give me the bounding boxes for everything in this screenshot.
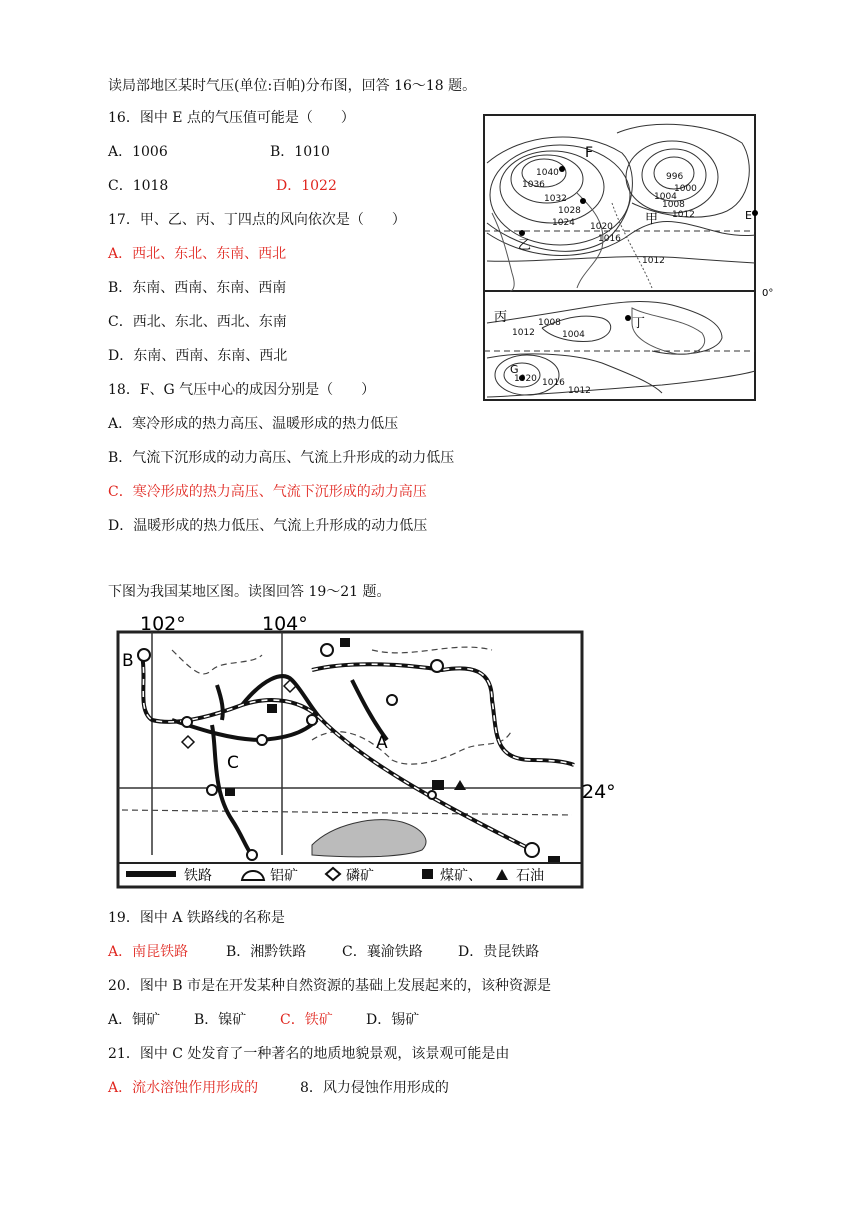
legend-coal: 煤矿、 bbox=[440, 868, 482, 884]
label-yi: 乙 bbox=[518, 238, 532, 253]
q21-stem: 21．图中 C 处发育了一种著名的地质地貌景观，该景观可能是由 bbox=[108, 1046, 510, 1062]
isobar-label: 1012 bbox=[568, 386, 591, 396]
label-a: A bbox=[376, 733, 388, 753]
isobar-label: 1008 bbox=[538, 318, 561, 328]
q19-stem: 19．图中 A 铁路线的名称是 bbox=[108, 910, 285, 926]
isobar-label: 1012 bbox=[512, 328, 535, 338]
label-bing: 丙 bbox=[494, 310, 508, 325]
lat-24: 24° bbox=[582, 781, 616, 803]
q19-option-b: B．湘黔铁路 bbox=[226, 944, 307, 960]
isobar-label: 1016 bbox=[542, 378, 565, 388]
q20-option-a: A．铜矿 bbox=[108, 1012, 161, 1028]
q17-option-d: D．东南、西南、东南、西北 bbox=[108, 348, 288, 364]
isobar-label: 1032 bbox=[544, 194, 567, 204]
q16-option-c: C．1018 bbox=[108, 178, 169, 194]
label-e: E bbox=[745, 209, 752, 222]
q21-option-a: A．流水溶蚀作用形成的 bbox=[108, 1080, 259, 1096]
q18-option-a: A．寒冷形成的热力高压、温暖形成的热力低压 bbox=[108, 416, 399, 432]
point-f bbox=[559, 166, 565, 172]
label-equator: 0° bbox=[762, 288, 774, 299]
q20-option-b: B．镍矿 bbox=[194, 1012, 247, 1028]
q19-option-a: A．南昆铁路 bbox=[108, 944, 189, 960]
q20-stem: 20．图中 B 市是在开发某种自然资源的基础上发展起来的，该种资源是 bbox=[108, 978, 552, 994]
q16-option-a: A．1006 bbox=[108, 144, 168, 160]
isobar-label: 1040 bbox=[536, 168, 559, 178]
isobar-label: 1004 bbox=[654, 192, 677, 202]
legend-railway: 铁路 bbox=[184, 868, 212, 884]
isobar-label: 1004 bbox=[562, 330, 585, 340]
isobar-label: 1012 bbox=[642, 256, 665, 266]
q17-option-b: B．东南、西南、东南、西南 bbox=[108, 280, 287, 296]
q16-option-d: D．1022 bbox=[276, 178, 337, 194]
lon-104: 104° bbox=[262, 613, 308, 635]
q21-option-b: 8．风力侵蚀作用形成的 bbox=[300, 1080, 449, 1096]
q18-stem: 18．F、G 气压中心的成因分别是（ ） bbox=[108, 382, 376, 398]
isobar-label: 1000 bbox=[674, 184, 697, 194]
label-g: G bbox=[510, 363, 519, 376]
label-ding: 丁 bbox=[632, 316, 646, 331]
q18-option-d: D．温暖形成的热力低压、气流上升形成的动力低压 bbox=[108, 518, 428, 534]
isobar-label: 1028 bbox=[558, 206, 581, 216]
isobar-label: 1020 bbox=[514, 374, 537, 384]
label-b: B bbox=[122, 651, 134, 671]
q17-option-c: C．西北、东北、西北、东南 bbox=[108, 314, 287, 330]
label-c: C bbox=[227, 753, 239, 773]
isobar-label: 1024 bbox=[552, 218, 575, 228]
q16-option-b: B．1010 bbox=[270, 144, 330, 160]
q17-option-a: A．西北、东北、东南、西北 bbox=[108, 246, 287, 262]
label-f: F bbox=[585, 145, 594, 161]
q19-option-d: D．贵昆铁路 bbox=[458, 944, 540, 960]
q16-stem: 16．图中 E 点的气压值可能是（ ） bbox=[108, 110, 355, 126]
isobar-label: 1036 bbox=[522, 180, 545, 190]
legend-oil: 石油 bbox=[516, 868, 544, 884]
isobar-label: 1016 bbox=[598, 234, 621, 244]
q19-option-c: C．襄渝铁路 bbox=[342, 944, 423, 960]
point-e bbox=[752, 210, 758, 216]
q18-option-b: B．气流下沉形成的动力高压、气流上升形成的动力低压 bbox=[108, 450, 455, 466]
region-map bbox=[112, 610, 624, 892]
intro-19-21: 下图为我国某地区图。读图回答 19～21 题。 bbox=[108, 584, 391, 600]
isobar-map bbox=[482, 113, 782, 403]
isobar-label: 1008 bbox=[662, 200, 685, 210]
q18-option-c: C．寒冷形成的热力高压、气流下沉形成的动力高压 bbox=[108, 484, 427, 500]
q17-stem: 17．甲、乙、丙、丁四点的风向依次是（ ） bbox=[108, 212, 406, 228]
intro-16-18: 读局部地区某时气压(单位:百帕)分布图，回答 16～18 题。 bbox=[108, 78, 477, 94]
lon-102: 102° bbox=[140, 613, 186, 635]
isobar-label: 1020 bbox=[590, 222, 613, 232]
q20-option-c: C．铁矿 bbox=[280, 1012, 333, 1028]
legend-aluminium: 铝矿 bbox=[270, 868, 298, 884]
isobar-label: 1012 bbox=[672, 210, 695, 220]
label-jia: 甲 bbox=[645, 212, 659, 227]
isobar-label: 996 bbox=[666, 172, 684, 182]
legend-phosphate: 磷矿 bbox=[346, 868, 374, 884]
q20-option-d: D．锡矿 bbox=[366, 1012, 420, 1028]
